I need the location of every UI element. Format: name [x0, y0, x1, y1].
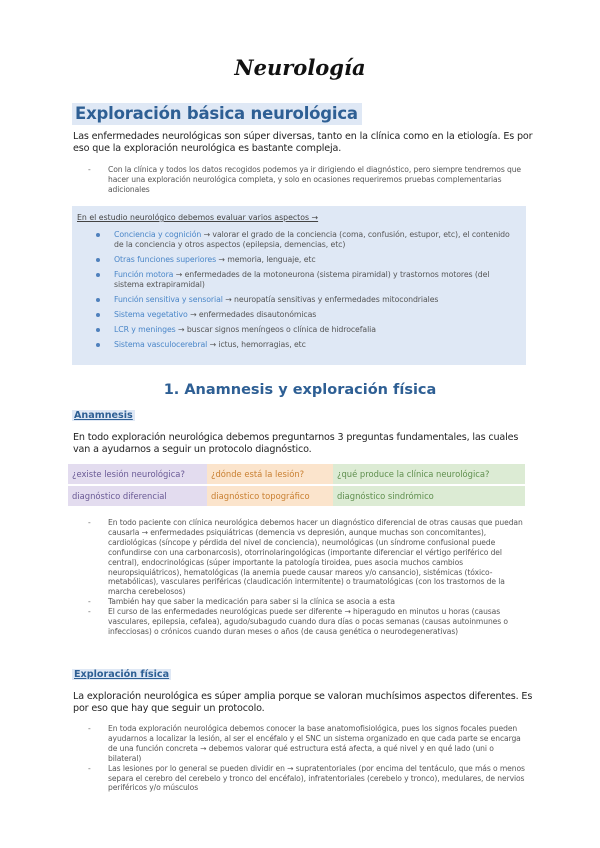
aspect-label: LCR y meninges	[114, 325, 176, 334]
subheading-exploracion-fisica: Exploración física	[74, 669, 170, 680]
section-heading-exploracion-basica: Exploración básica neurológica	[72, 103, 362, 125]
aspect-label: Sistema vasculocerebral	[114, 340, 208, 349]
exploracion-intro-paragraph: La exploración neurológica es súper amplia porque se valoran muchísimos aspectos diferentes. Es por eso que hay que seguir un protocolo.	[73, 691, 533, 714]
aspect-label: Sistema vegetativo	[114, 310, 188, 319]
subheading-anamnesis: Anamnesis	[74, 410, 133, 421]
list-item	[96, 310, 516, 320]
list-item: - El curso de las enfermedades neurológicas puede ser diferente → hiperagudo en minutos u horas (causas vasculares, epilepsia, cefalea), agudo/subagudo cuando dura días o pocas semanas (causas autoinmunes o infecciosas) o crónicos cuando duran meses o años (de causa genética o neurodegenerativas)	[88, 607, 528, 637]
list-item: - En toda exploración neurológica debemos conocer la base anatomofisiológica, pues los signos focales pueden ayudarnos a localizar la lesión, al ser el encéfalo y el SNC un sistema organizado en que cada parte se encarga de una función concreta → debemos valorar qué estructura está afecta, a qué nivel y en qué lado (uni o bilateral)	[88, 724, 528, 764]
section-heading-anamnesis-exploracion: 1. Anamnesis y exploración física	[163, 382, 437, 398]
list-item	[96, 325, 516, 335]
aspect-description: → neuropatía sensitivas y enfermedades mitocondriales	[222, 295, 439, 304]
anamnesis-intro-paragraph: En todo exploración neurológica debemos preguntarnos 3 preguntas fundamentales, las cuales van a ayudarnos a seguir un protocolo diagnóstico.	[73, 432, 519, 455]
diagnosis-cell: diagnóstico topográfico	[207, 486, 333, 506]
list-item	[96, 270, 516, 290]
aspect-description: → enfermedades disautonómicas	[187, 310, 317, 319]
aspect-description: → memoria, lenguaje, etc	[216, 255, 316, 264]
aspect-label: Función sensitiva y sensorial	[114, 295, 223, 304]
list-item	[96, 295, 516, 305]
list-item: - También hay que saber la medicación para saber si la clínica se asocia a esta	[88, 597, 528, 607]
evaluation-aspects-box	[72, 206, 526, 365]
diagnostic-questions-table	[68, 464, 525, 508]
diagnosis-cell: diagnóstico diferencial	[68, 486, 207, 506]
aspect-label: Función motora	[114, 270, 174, 279]
list-item: - En todo paciente con clínica neurológica debemos hacer un diagnóstico diferencial de otras causas que puedan causarla → enfermedades psiquiátricas (demencia vs depresión, aunque muchas son concomitantes), cardiológicas (síncope y pérdida del nivel de conciencia), neumológicas (un síndrome confusional puede confundirse con una carbonarcosis), otorrinolaringológicas (importante diferenciar el vértigo periférico del central), endocrinológicas (súper importante la patología tiroidea, pues asocia muchos cambios neuropsiquiátricos), hematológicas (la anemia puede causar mareos y/o cansancio), sistémicas (tóxico-metabólicas), vasculares periféricas (claudicación intermitente) o traumatológicas (con los trastornos de la marcha cerebelosos)	[88, 518, 528, 597]
aspect-description: → valorar el grado de la conciencia (coma, confusión, estupor, etc), el contenido de la conciencia y otros aspectos (epilepsia, demencias, etc)	[114, 230, 510, 249]
list-item: - Las lesiones por lo general se pueden dividir en → supratentoriales (por encima del tentáculo, que más o menos separa el cerebro del cerebelo y tronco del encéfalo), infratentoriales (cerebelo y tronco), medulares, de nervios periféricos y/o músculos	[88, 764, 528, 794]
list-item	[96, 340, 516, 350]
aspect-label: Conciencia y cognición	[114, 230, 202, 239]
list-item	[96, 255, 516, 265]
question-cell: ¿existe lesión neurológica?	[68, 464, 207, 484]
aspect-description: → enfermedades de la motoneurona (sistema piramidal) y trastornos motores (del sistema extrapiramidal)	[114, 270, 490, 289]
diagnosis-cell: diagnóstico sindrómico	[333, 486, 525, 506]
aspect-label: Otras funciones superiores	[114, 255, 217, 264]
list-item: - Con la clínica y todos los datos recogidos podemos ya ir dirigiendo el diagnóstico, pero siempre tendremos que hacer una exploración neurológica completa, y solo en ocasiones requeriremos pruebas complementarias adicionales	[88, 165, 528, 195]
document-title: Neurología	[234, 55, 366, 80]
section-intro-paragraph: Las enfermedades neurológicas son súper diversas, tanto en la clínica como en la etiología. Es por eso que la exploración neurológica es bastante compleja.	[73, 131, 533, 154]
clinical-note-list	[88, 165, 528, 195]
table-row	[68, 464, 525, 484]
aspect-description: → ictus, hemorragias, etc	[207, 340, 306, 349]
aspects-bullet-list	[96, 230, 516, 355]
list-item	[96, 230, 516, 250]
anamnesis-notes-list	[88, 518, 528, 637]
aspect-description: → buscar signos meníngeos o clínica de hidrocefalia	[175, 325, 376, 334]
question-cell: ¿qué produce la clínica neurológica?	[333, 464, 525, 484]
question-cell: ¿dónde está la lesión?	[207, 464, 333, 484]
box-intro-text: En el estudio neurológico debemos evaluar varios aspectos →	[77, 213, 319, 222]
exploracion-notes-list	[88, 724, 528, 793]
table-row	[68, 486, 525, 506]
